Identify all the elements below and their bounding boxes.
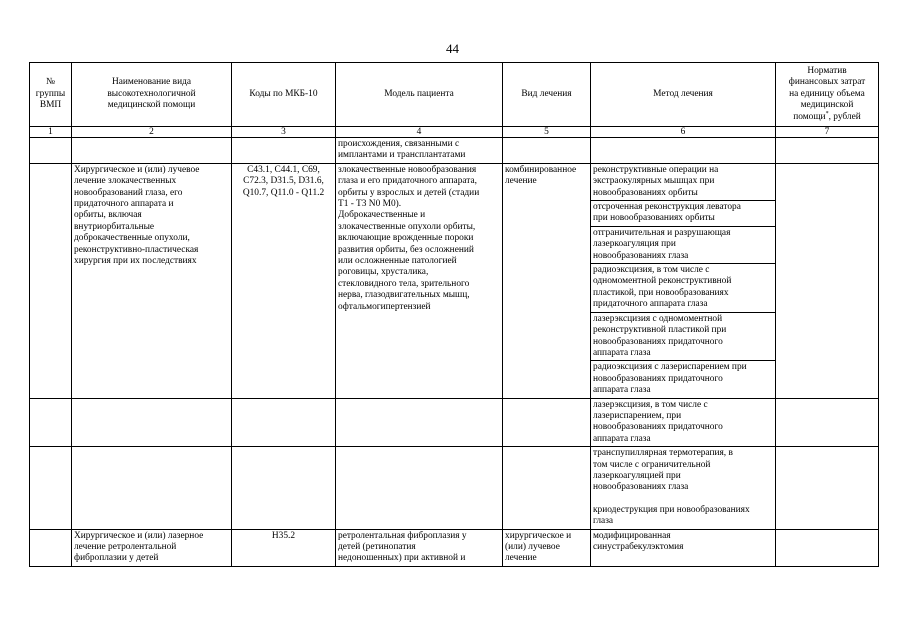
icd-codes-cell: H35.2 [232, 529, 336, 566]
method-item: лазерэксцизия с одномоментной реконструктивной пластикой при новообразованиях придаточного аппарата глаза [591, 313, 775, 362]
method-text: криодеструкция при новообразованиях глаза [593, 504, 750, 527]
table-row [30, 398, 879, 447]
icd-codes-cell: C43.1, C44.1, C69, C72.3, D31.5, D31.6, Q10.7, Q11.0 - Q11.2 [232, 163, 336, 398]
header-treatment-method: Метод лечения [591, 63, 776, 127]
care-type-cell: Хирургическое и (или) лучевое лечение злокачественных новообразований глаза, его придаточного аппарата и орбиты, включая внутриорбитальные доброкачественные опухоли, реконструктивно-пластическая хирургия при их последствиях [72, 163, 232, 398]
table-row [30, 138, 879, 164]
header-cost-unit: , рублей [828, 111, 861, 122]
method-item: радиоэксцизия с лазериспарением при новообразованиях придаточного аппарата глаза [593, 362, 747, 396]
header-cost-footnote-mark: * [825, 110, 829, 117]
method-text: транспупиллярная термотерапия, в том числе с ограничительной лазеркоагуляцией при новообразованиях глаза [593, 448, 733, 493]
page-number: 44 [446, 41, 459, 56]
header-cost-standard [776, 63, 879, 127]
column-number: 7 [776, 127, 879, 138]
column-number: 1 [30, 127, 72, 138]
header-treatment-type: Вид лечения [503, 63, 591, 127]
method-item: отсроченная реконструкция леватора при новообразованиях орбиты [591, 201, 775, 227]
vmp-table [29, 62, 879, 567]
patient-model-cell: злокачественные новообразования глаза и его придаточного аппарата, орбиты у взрослых и детей (стадии T1 - T3 N0 M0). Доброкачественные и злокачественные опухоли орбиты, включающие врожденные пороки развития орбиты, без осложнений или осложненные патологией роговицы, хрусталика, стекловидного тела, зрительного нерва, глазодвигательных мышц, офтальмогипертензией [336, 163, 503, 398]
treatment-method-cell: модифицированная синустрабекулэктомия [591, 529, 776, 566]
method-item: радиоэксцизия, в том числе с одномоментной реконструктивной пластикой, при новообразованиях придаточного аппарата глаза [591, 264, 775, 313]
method-item: реконструктивные операции на экстраокулярных мышцах при новообразованиях орбиты [591, 164, 775, 201]
table-row [30, 529, 879, 566]
treatment-methods-cell [591, 163, 776, 398]
table-row [30, 447, 879, 529]
patient-model-cell: ретролентальная фиброплазия у детей (ретинопатия недоношенных) при активной и [336, 529, 503, 566]
column-number: 5 [503, 127, 591, 138]
patient-model-cell: происхождения, связанными с имплантами и трансплантатами [336, 138, 503, 164]
column-number: 3 [232, 127, 336, 138]
treatment-type-cell: комбинированное лечение [503, 163, 591, 398]
header-care-type: Наименование вида высокотехнологичной медицинской помощи [72, 63, 232, 127]
header-icd-codes: Коды по МКБ-10 [232, 63, 336, 127]
column-number: 2 [72, 127, 232, 138]
care-type-cell: Хирургическое и (или) лазерное лечение ретролентальной фиброплазии у детей [72, 529, 232, 566]
column-number: 4 [336, 127, 503, 138]
treatment-type-cell: хирургическое и (или) лучевое лечение [503, 529, 591, 566]
method-item: отграничительная и разрушающая лазеркоагуляция при новообразованиях глаза [591, 227, 775, 264]
table-row [30, 163, 879, 398]
header-cost-main: Норматив финансовых затрат на единицу объема медицинской помощи [788, 65, 866, 122]
header-group-number: № группы ВМП [30, 63, 72, 127]
header-row [30, 63, 879, 127]
column-numbers-row [30, 127, 879, 138]
treatment-method-cell [591, 447, 776, 529]
treatment-method-cell: лазерэксцизия, в том числе с лазериспарением, при новообразованиях придаточного аппарата глаза [591, 398, 776, 447]
column-number: 6 [591, 127, 776, 138]
header-patient-model: Модель пациента [336, 63, 503, 127]
